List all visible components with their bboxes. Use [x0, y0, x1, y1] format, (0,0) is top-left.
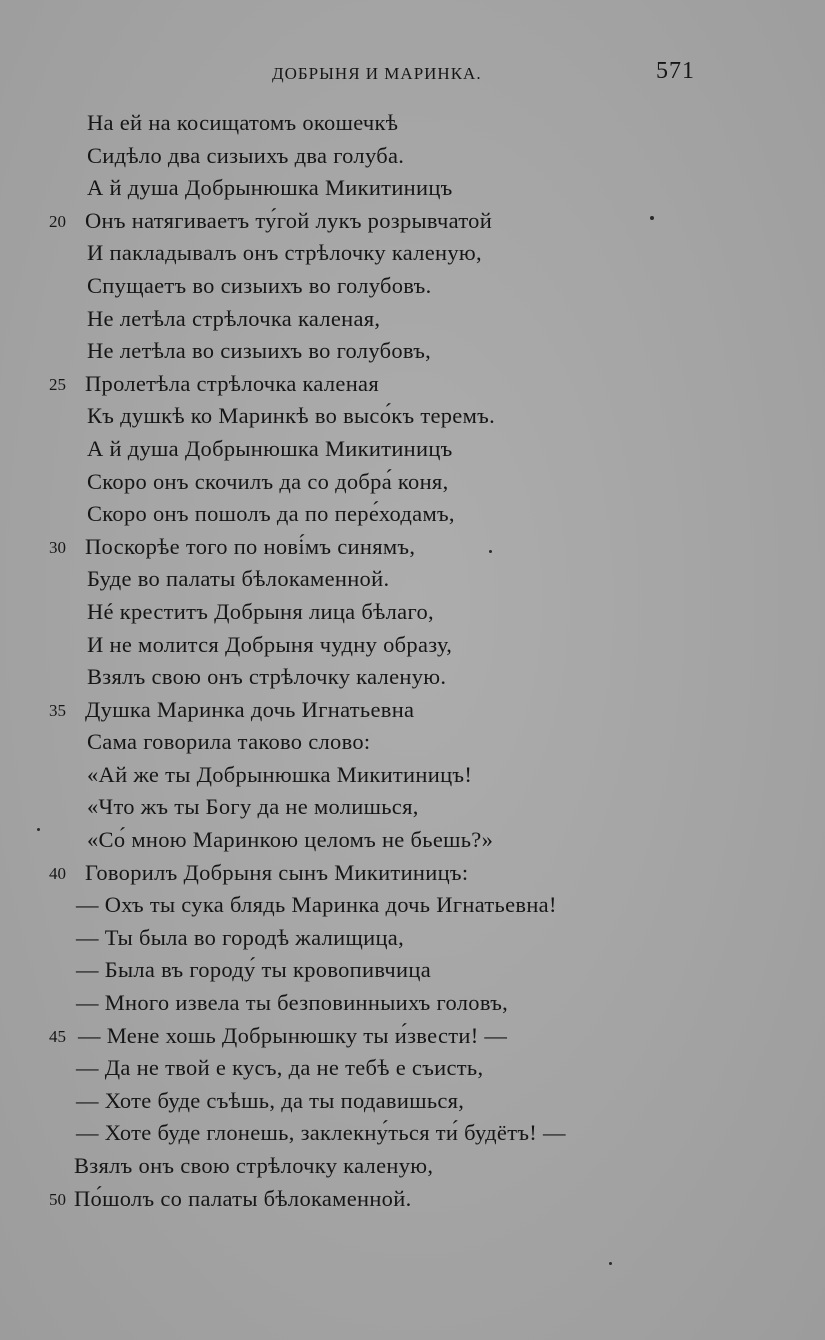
line-number: 40 — [49, 863, 66, 883]
line-text: На ей на косищатомъ окошечкѣ — [87, 110, 399, 135]
line-text: «Со́ мною Маринкою целомъ не бьешь?» — [87, 827, 494, 853]
line-text: Душка Маринка дочь Игнатьевна — [85, 696, 415, 722]
poem-line — [0, 661, 825, 694]
line-text: — Да не твой е кусъ, да не тебѣ е съисть, — [76, 1055, 484, 1081]
line-text: Взялъ свою онъ стрѣлочку каленую. — [87, 664, 447, 690]
ink-speck — [650, 216, 654, 220]
poem-line — [0, 498, 825, 531]
poem-line — [0, 368, 825, 401]
poem-line — [0, 107, 825, 140]
ink-speck — [37, 828, 40, 831]
poem-line — [0, 791, 825, 824]
poem-line — [0, 237, 825, 270]
poem-line — [0, 1183, 825, 1216]
line-text: — Много извела ты безповинныихъ головъ, — [76, 990, 509, 1016]
poem-text — [0, 107, 825, 1215]
poem-line — [0, 596, 825, 629]
line-text: Сидѣло два сизыихъ два голуба. — [87, 142, 405, 168]
poem-line — [0, 726, 825, 759]
poem-line — [0, 694, 825, 727]
poem-line — [0, 335, 825, 368]
line-number: 25 — [49, 374, 66, 394]
poem-line — [0, 824, 825, 857]
page-number: 571 — [656, 58, 695, 84]
line-text: Взялъ онъ свою стрѣлочку каленую, — [74, 1153, 434, 1178]
line-text: Онъ натягиваетъ ту́гой лукъ розрывчатой — [85, 207, 493, 233]
line-text: Пролетѣла стрѣлочка каленая — [85, 370, 379, 396]
line-number: 20 — [49, 211, 66, 231]
line-text: И пакладывалъ онъ стрѣлочку каленую, — [87, 240, 482, 266]
poem-line — [0, 172, 825, 205]
line-text: Къ душкѣ ко Маринкѣ во высо́къ теремъ. — [87, 403, 495, 429]
line-text: «Что жъ ты Богу да не молишься, — [87, 794, 419, 820]
page-header — [0, 58, 825, 88]
line-text: Буде во палаты бѣлокаменной. — [87, 566, 390, 592]
line-text: Нé креститъ Добрыня лица бѣлаго, — [87, 598, 434, 624]
line-number: 35 — [49, 700, 66, 720]
line-text: Спущаетъ во сизыихъ во голубовъ. — [87, 272, 432, 298]
poem-line — [0, 954, 825, 987]
line-text: — Мене хошь Добрынюшку ты и́звести! — — [78, 1022, 508, 1048]
line-number: 45 — [49, 1026, 66, 1046]
poem-line — [0, 987, 825, 1020]
line-text: Скоро онъ скочилъ да со добра́ коня, — [87, 468, 449, 494]
poem-line — [0, 1085, 825, 1118]
poem-line — [0, 922, 825, 955]
poem-line — [0, 433, 825, 466]
line-number: 50 — [49, 1189, 66, 1209]
line-text: А й душа Добрынюшка Микитиницъ — [87, 175, 453, 201]
poem-line — [0, 531, 825, 564]
line-text: Говорилъ Добрыня сынъ Микитиницъ: — [85, 859, 469, 885]
line-text: И не молится Добрыня чудну образу, — [87, 631, 453, 657]
poem-line — [0, 563, 825, 596]
line-number: 30 — [49, 537, 66, 557]
poem-line — [0, 270, 825, 303]
poem-line — [0, 140, 825, 173]
poem-line — [0, 466, 825, 499]
poem-line — [0, 857, 825, 890]
line-text: Не летѣла стрѣлочка каленая, — [87, 305, 381, 331]
poem-line — [0, 759, 825, 792]
poem-line — [0, 205, 825, 238]
poem-line — [0, 1117, 825, 1150]
poem-line — [0, 400, 825, 433]
poem-line — [0, 303, 825, 336]
ink-speck — [609, 1262, 612, 1265]
line-text: — Ты была во городѣ жалищица, — [76, 924, 405, 950]
poem-line — [0, 1020, 825, 1053]
poem-line — [0, 1052, 825, 1085]
poem-line — [0, 629, 825, 662]
line-text: Не летѣла во сизыихъ во голубовъ, — [87, 338, 432, 364]
line-text: Поскорѣе того по нові́мъ синямъ, — [85, 533, 416, 559]
line-text: — Хоте буде съѣшь, да ты подавишься, — [76, 1087, 465, 1113]
poem-line — [0, 1150, 825, 1183]
poem-line — [0, 889, 825, 922]
line-text: — Охъ ты сука блядь Маринка дочь Игнатьевна! — [76, 892, 557, 918]
line-text: По́шолъ со палаты бѣлокаменной. — [74, 1185, 412, 1211]
line-text: — Хоте буде глонешь, заклекну́ться ти́ будётъ! — — [76, 1120, 566, 1146]
line-text: Скоро онъ пошолъ да по пере́ходамъ, — [87, 501, 455, 527]
line-text: Сама говорила таково слово: — [87, 729, 371, 755]
line-text: А й душа Добрынюшка Микитиницъ — [87, 435, 453, 461]
line-text: — Была въ городу́ ты кровопивчица — [76, 957, 431, 983]
line-text: «Ай же ты Добрынюшка Микитиницъ! — [87, 761, 473, 787]
ink-speck — [489, 550, 492, 553]
running-title: ДОБРЫНЯ И МАРИНКА. — [272, 64, 482, 83]
